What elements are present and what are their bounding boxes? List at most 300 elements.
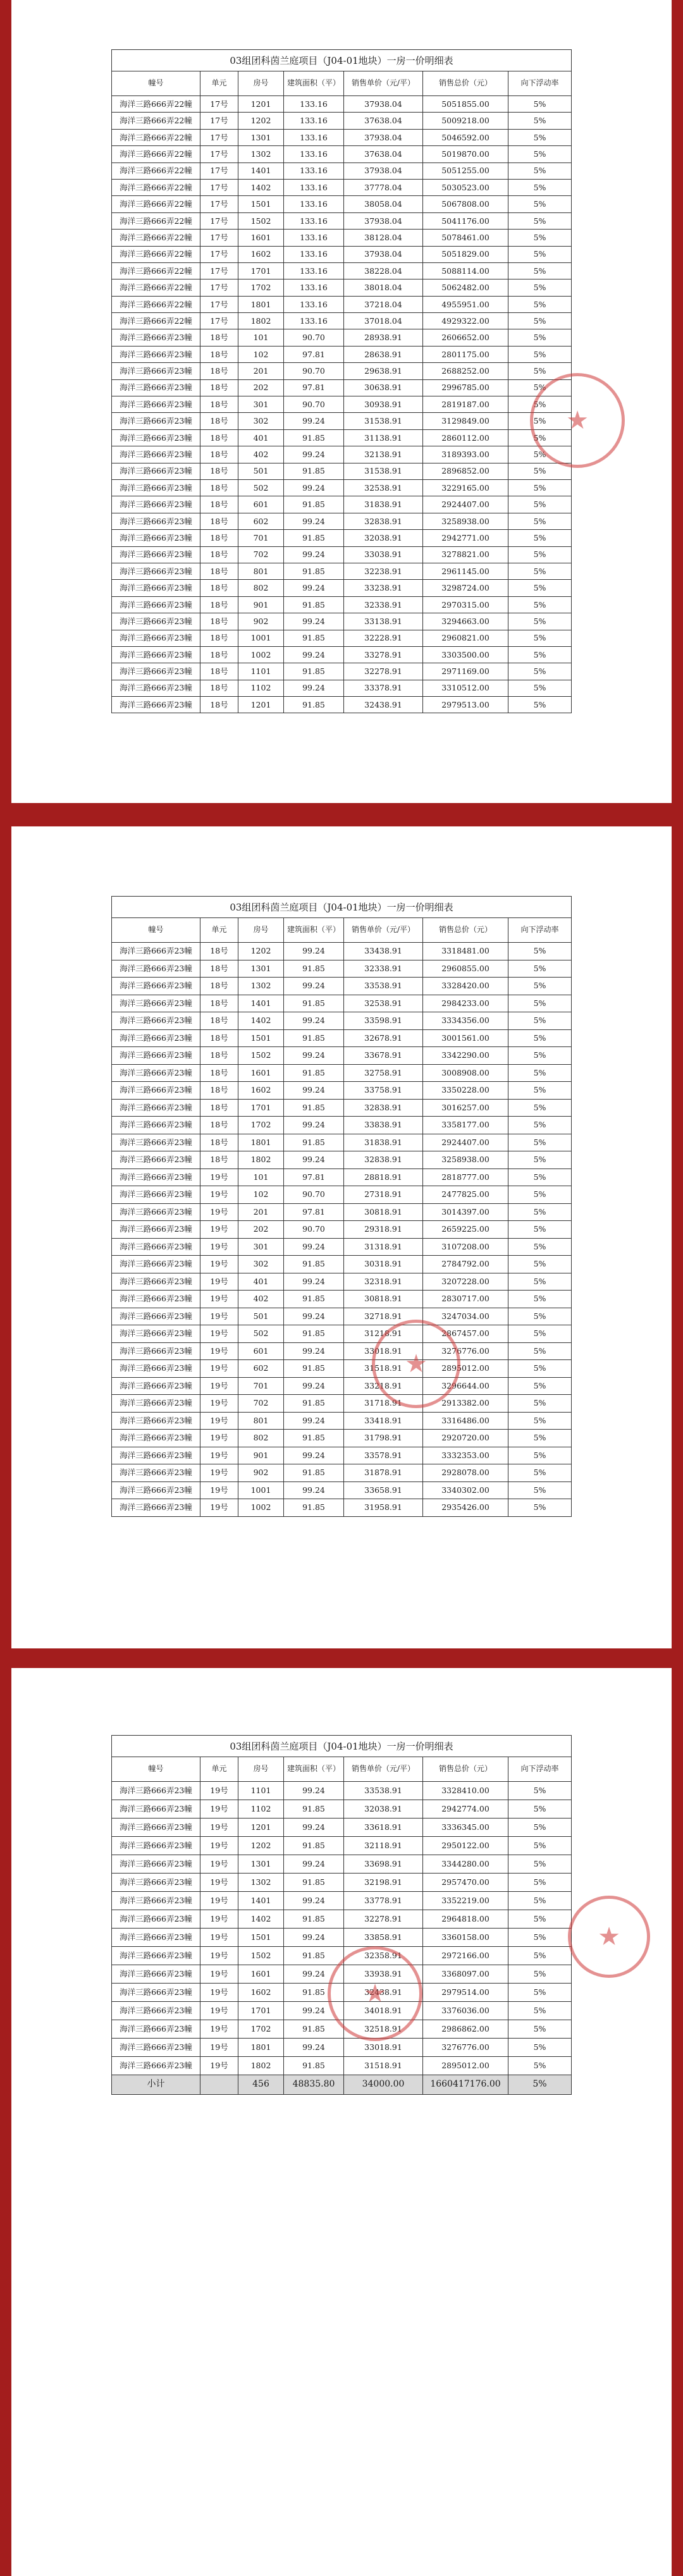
cell-float-rate: 5% — [508, 1291, 572, 1308]
cell-unit: 19号 — [200, 2020, 238, 2039]
table-row — [112, 1029, 572, 1047]
cell-unit: 18号 — [200, 1047, 238, 1065]
cell-room: 502 — [238, 479, 284, 496]
cell-unit-price: 32438.91 — [344, 1984, 423, 2002]
cell-room: 1501 — [238, 1029, 284, 1047]
table-row — [112, 346, 572, 362]
cell-unit-price: 37938.04 — [344, 163, 423, 179]
cell-total-price: 2950122.00 — [423, 1837, 508, 1855]
cell-area: 91.85 — [284, 596, 344, 613]
cell-unit-price: 38128.04 — [344, 230, 423, 246]
cell-total-price: 2896852.00 — [423, 463, 508, 479]
cell-total-price: 2801175.00 — [423, 346, 508, 362]
cell-room: 1002 — [238, 646, 284, 663]
table-row — [112, 646, 572, 663]
cell-total-price: 2979514.00 — [423, 1984, 508, 2002]
cell-total-price: 2996785.00 — [423, 379, 508, 396]
cell-unit-price: 37938.04 — [344, 212, 423, 229]
cell-building: 海洋三路666弄23幢 — [112, 1929, 200, 1947]
cell-float-rate: 5% — [508, 2002, 572, 2020]
header-total-price: 销售总价（元） — [423, 1757, 508, 1782]
table-row — [112, 2057, 572, 2075]
cell-float-rate: 5% — [508, 212, 572, 229]
cell-area: 99.24 — [284, 1481, 344, 1499]
cell-area: 99.24 — [284, 1377, 344, 1395]
cell-float-rate: 5% — [508, 96, 572, 113]
cell-unit-price: 32138.91 — [344, 446, 423, 463]
table-row — [112, 960, 572, 978]
cell-total-price: 3229165.00 — [423, 479, 508, 496]
cell-unit-price: 32318.91 — [344, 1273, 423, 1291]
cell-unit-price: 32038.91 — [344, 530, 423, 546]
cell-building: 海洋三路666弄23幢 — [112, 1855, 200, 1874]
cell-unit: 18号 — [200, 363, 238, 379]
cell-area: 133.16 — [284, 129, 344, 145]
cell-building: 海洋三路666弄23幢 — [112, 1291, 200, 1308]
table-header — [112, 1757, 572, 1782]
cell-building: 海洋三路666弄23幢 — [112, 396, 200, 413]
cell-float-rate: 5% — [508, 2020, 572, 2039]
cell-unit: 17号 — [200, 230, 238, 246]
cell-room: 1302 — [238, 978, 284, 995]
cell-total-price: 3294663.00 — [423, 613, 508, 630]
cell-float-rate: 5% — [508, 1064, 572, 1082]
cell-area: 97.81 — [284, 1168, 344, 1186]
cell-building: 海洋三路666弄23幢 — [112, 1892, 200, 1910]
cell-float-rate: 5% — [508, 1099, 572, 1117]
header-area: 建筑面积（平） — [284, 71, 344, 96]
table-title: 03组团科茵兰庭项目（J04-01地块）一房一价明细表 — [111, 49, 572, 71]
cell-room: 1801 — [238, 1134, 284, 1151]
cell-building: 海洋三路666弄23幢 — [112, 1099, 200, 1117]
cell-total-price: 2913382.00 — [423, 1395, 508, 1413]
cell-float-rate: 5% — [508, 596, 572, 613]
cell-total-price: 5067808.00 — [423, 196, 508, 212]
cell-total-price: 5062482.00 — [423, 279, 508, 296]
table-row — [112, 513, 572, 529]
table-row — [112, 296, 572, 312]
cell-unit: 19号 — [200, 1782, 238, 1800]
table-row — [112, 1360, 572, 1378]
cell-float-rate: 5% — [508, 429, 572, 446]
subtotal-count: 456 — [238, 2075, 284, 2095]
cell-area: 99.24 — [284, 1342, 344, 1360]
cell-unit: 19号 — [200, 1273, 238, 1291]
cell-total-price: 4955951.00 — [423, 296, 508, 312]
cell-float-rate: 5% — [508, 943, 572, 960]
cell-unit-price: 33858.91 — [344, 1929, 423, 1947]
cell-total-price: 3207228.00 — [423, 1273, 508, 1291]
table-row — [112, 1151, 572, 1169]
table-row — [112, 1221, 572, 1239]
cell-area: 90.70 — [284, 329, 344, 346]
cell-total-price: 5009218.00 — [423, 113, 508, 129]
cell-room: 1201 — [238, 96, 284, 113]
cell-room: 1701 — [238, 1099, 284, 1117]
cell-room: 902 — [238, 1464, 284, 1482]
cell-building: 海洋三路666弄23幢 — [112, 346, 200, 362]
cell-total-price: 3008908.00 — [423, 1064, 508, 1082]
cell-unit-price: 31838.91 — [344, 1134, 423, 1151]
cell-unit: 19号 — [200, 1874, 238, 1892]
cell-room: 901 — [238, 596, 284, 613]
cell-unit: 19号 — [200, 1291, 238, 1308]
cell-area: 99.24 — [284, 1047, 344, 1065]
cell-unit-price: 33618.91 — [344, 1819, 423, 1837]
cell-building: 海洋三路666弄23幢 — [112, 1117, 200, 1134]
cell-float-rate: 5% — [508, 1256, 572, 1273]
cell-unit: 19号 — [200, 1947, 238, 1965]
cell-unit: 18号 — [200, 580, 238, 596]
cell-room: 201 — [238, 363, 284, 379]
cell-unit-price: 37218.04 — [344, 296, 423, 312]
table-row — [112, 429, 572, 446]
cell-unit-price: 33698.91 — [344, 1855, 423, 1874]
cell-float-rate: 5% — [508, 163, 572, 179]
cell-building: 海洋三路666弄22幢 — [112, 313, 200, 329]
cell-unit-price: 37638.04 — [344, 146, 423, 163]
cell-unit: 19号 — [200, 1447, 238, 1464]
table-row — [112, 1800, 572, 1819]
cell-unit-price: 32358.91 — [344, 1947, 423, 1965]
cell-unit: 17号 — [200, 296, 238, 312]
cell-unit-price: 32278.91 — [344, 1910, 423, 1929]
header-unit: 单元 — [200, 918, 238, 943]
cell-unit: 18号 — [200, 563, 238, 579]
cell-building: 海洋三路666弄23幢 — [112, 1782, 200, 1800]
table-row — [112, 978, 572, 995]
header-float-rate: 向下浮动率 — [508, 918, 572, 943]
cell-area: 133.16 — [284, 113, 344, 129]
cell-unit-price: 32198.91 — [344, 1874, 423, 1892]
cell-room: 802 — [238, 1430, 284, 1447]
cell-area: 99.24 — [284, 613, 344, 630]
cell-float-rate: 5% — [508, 446, 572, 463]
cell-building: 海洋三路666弄23幢 — [112, 960, 200, 978]
cell-room: 1201 — [238, 697, 284, 713]
cell-building: 海洋三路666弄23幢 — [112, 943, 200, 960]
cell-area: 133.16 — [284, 230, 344, 246]
cell-building: 海洋三路666弄23幢 — [112, 1800, 200, 1819]
cell-total-price: 2972166.00 — [423, 1947, 508, 1965]
cell-total-price: 2920720.00 — [423, 1430, 508, 1447]
cell-float-rate: 5% — [508, 680, 572, 696]
cell-unit-price: 32338.91 — [344, 960, 423, 978]
cell-room: 102 — [238, 1186, 284, 1204]
cell-unit: 19号 — [200, 1342, 238, 1360]
cell-room: 1502 — [238, 1947, 284, 1965]
cell-float-rate: 5% — [508, 413, 572, 429]
cell-unit: 19号 — [200, 1325, 238, 1343]
cell-room: 1702 — [238, 279, 284, 296]
cell-float-rate: 5% — [508, 1910, 572, 1929]
cell-building: 海洋三路666弄23幢 — [112, 978, 200, 995]
cell-unit: 17号 — [200, 313, 238, 329]
table-row — [112, 1308, 572, 1325]
cell-unit: 19号 — [200, 1360, 238, 1378]
cell-unit: 17号 — [200, 163, 238, 179]
cell-building: 海洋三路666弄23幢 — [112, 363, 200, 379]
cell-float-rate: 5% — [508, 196, 572, 212]
cell-room: 202 — [238, 379, 284, 396]
cell-total-price: 3358177.00 — [423, 1117, 508, 1134]
cell-building: 海洋三路666弄23幢 — [112, 329, 200, 346]
cell-float-rate: 5% — [508, 1855, 572, 1874]
cell-building: 海洋三路666弄22幢 — [112, 279, 200, 296]
cell-total-price: 2986862.00 — [423, 2020, 508, 2039]
cell-building: 海洋三路666弄22幢 — [112, 146, 200, 163]
cell-area: 99.24 — [284, 646, 344, 663]
cell-room: 602 — [238, 1360, 284, 1378]
cell-total-price: 3258938.00 — [423, 1151, 508, 1169]
cell-unit-price: 33938.91 — [344, 1965, 423, 1984]
cell-unit-price: 31878.91 — [344, 1464, 423, 1482]
cell-float-rate: 5% — [508, 1481, 572, 1499]
cell-total-price: 2942774.00 — [423, 1800, 508, 1819]
cell-room: 102 — [238, 346, 284, 362]
cell-float-rate: 5% — [508, 960, 572, 978]
cell-unit: 18号 — [200, 995, 238, 1012]
cell-area: 133.16 — [284, 246, 344, 262]
cell-unit: 19号 — [200, 1221, 238, 1239]
cell-room: 1401 — [238, 995, 284, 1012]
cell-room: 101 — [238, 1168, 284, 1186]
cell-area: 91.85 — [284, 1134, 344, 1151]
cell-unit-price: 31958.91 — [344, 1499, 423, 1517]
cell-unit: 18号 — [200, 630, 238, 646]
cell-total-price: 3014397.00 — [423, 1203, 508, 1221]
cell-float-rate: 5% — [508, 1342, 572, 1360]
cell-total-price: 5051255.00 — [423, 163, 508, 179]
cell-building: 海洋三路666弄23幢 — [112, 1819, 200, 1837]
table-row — [112, 943, 572, 960]
cell-float-rate: 5% — [508, 179, 572, 195]
cell-area: 99.24 — [284, 1117, 344, 1134]
cell-float-rate: 5% — [508, 146, 572, 163]
cell-room: 1101 — [238, 663, 284, 680]
cell-unit: 17号 — [200, 96, 238, 113]
cell-total-price: 3310512.00 — [423, 680, 508, 696]
cell-room: 1202 — [238, 943, 284, 960]
cell-float-rate: 5% — [508, 1965, 572, 1984]
table-row — [112, 196, 572, 212]
cell-unit-price: 32838.91 — [344, 1099, 423, 1117]
table-row — [112, 1892, 572, 1910]
cell-area: 99.24 — [284, 1238, 344, 1256]
cell-room: 1601 — [238, 1064, 284, 1082]
cell-area: 91.85 — [284, 1947, 344, 1965]
cell-room: 402 — [238, 1291, 284, 1308]
cell-unit: 17号 — [200, 246, 238, 262]
subtotal-price: 34000.00 — [344, 2075, 423, 2095]
cell-building: 海洋三路666弄23幢 — [112, 1221, 200, 1239]
table-row — [112, 463, 572, 479]
cell-building: 海洋三路666弄23幢 — [112, 596, 200, 613]
table-row — [112, 113, 572, 129]
cell-building: 海洋三路666弄22幢 — [112, 96, 200, 113]
cell-unit-price: 33578.91 — [344, 1447, 423, 1464]
cell-unit: 18号 — [200, 1099, 238, 1117]
cell-total-price: 2477825.00 — [423, 1186, 508, 1204]
cell-float-rate: 5% — [508, 129, 572, 145]
subtotal-label: 小计 — [112, 2075, 200, 2095]
table-row — [112, 1099, 572, 1117]
cell-building: 海洋三路666弄23幢 — [112, 1965, 200, 1984]
cell-total-price: 2928078.00 — [423, 1464, 508, 1482]
cell-area: 99.24 — [284, 1151, 344, 1169]
cell-area: 90.70 — [284, 1221, 344, 1239]
cell-unit: 18号 — [200, 346, 238, 362]
cell-area: 99.24 — [284, 1782, 344, 1800]
header-room: 房号 — [238, 918, 284, 943]
table-row — [112, 363, 572, 379]
cell-area: 99.24 — [284, 680, 344, 696]
table-row — [112, 1481, 572, 1499]
cell-total-price: 5078461.00 — [423, 230, 508, 246]
table-row — [112, 1168, 572, 1186]
cell-area: 133.16 — [284, 163, 344, 179]
cell-float-rate: 5% — [508, 1151, 572, 1169]
cell-unit-price: 30638.91 — [344, 379, 423, 396]
cell-building: 海洋三路666弄23幢 — [112, 530, 200, 546]
cell-total-price: 2935426.00 — [423, 1499, 508, 1517]
cell-unit: 18号 — [200, 463, 238, 479]
cell-area: 91.85 — [284, 1874, 344, 1892]
cell-unit-price: 30938.91 — [344, 396, 423, 413]
cell-building: 海洋三路666弄23幢 — [112, 580, 200, 596]
cell-unit: 18号 — [200, 1064, 238, 1082]
header-unit: 单元 — [200, 71, 238, 96]
cell-unit: 18号 — [200, 663, 238, 680]
cell-unit: 19号 — [200, 1800, 238, 1819]
cell-building: 海洋三路666弄23幢 — [112, 1082, 200, 1100]
table-row — [112, 2039, 572, 2057]
cell-total-price: 2957470.00 — [423, 1874, 508, 1892]
cell-float-rate: 5% — [508, 978, 572, 995]
cell-unit-price: 33678.91 — [344, 1047, 423, 1065]
cell-float-rate: 5% — [508, 1308, 572, 1325]
cell-area: 99.24 — [284, 978, 344, 995]
cell-unit: 19号 — [200, 1238, 238, 1256]
cell-unit: 18号 — [200, 1117, 238, 1134]
cell-building: 海洋三路666弄23幢 — [112, 563, 200, 579]
cell-unit: 18号 — [200, 446, 238, 463]
cell-float-rate: 5% — [508, 1325, 572, 1343]
seal-stamp — [372, 1320, 460, 1408]
cell-room: 1401 — [238, 1892, 284, 1910]
cell-total-price: 2895012.00 — [423, 1360, 508, 1378]
cell-area: 91.85 — [284, 429, 344, 446]
cell-area: 99.24 — [284, 1273, 344, 1291]
cell-float-rate: 5% — [508, 1168, 572, 1186]
cell-unit: 19号 — [200, 1412, 238, 1430]
cell-unit: 18号 — [200, 1134, 238, 1151]
cell-unit: 18号 — [200, 530, 238, 546]
cell-total-price: 3336345.00 — [423, 1819, 508, 1837]
table-row — [112, 1273, 572, 1291]
cell-float-rate: 5% — [508, 1134, 572, 1151]
cell-total-price: 2984233.00 — [423, 995, 508, 1012]
cell-unit-price: 32118.91 — [344, 1837, 423, 1855]
cell-unit: 19号 — [200, 1186, 238, 1204]
cell-unit-price: 32338.91 — [344, 596, 423, 613]
table-row — [112, 1203, 572, 1221]
cell-building: 海洋三路666弄22幢 — [112, 212, 200, 229]
cell-total-price: 2964818.00 — [423, 1910, 508, 1929]
cell-total-price: 2688252.00 — [423, 363, 508, 379]
cell-room: 1601 — [238, 1965, 284, 1984]
cell-area: 133.16 — [284, 179, 344, 195]
table-row — [112, 1395, 572, 1413]
cell-room: 1201 — [238, 1819, 284, 1837]
cell-float-rate: 5% — [508, 646, 572, 663]
cell-total-price: 5051855.00 — [423, 96, 508, 113]
cell-room: 1401 — [238, 163, 284, 179]
table-row — [112, 530, 572, 546]
cell-building: 海洋三路666弄23幢 — [112, 496, 200, 513]
cell-unit: 18号 — [200, 646, 238, 663]
cell-float-rate: 5% — [508, 230, 572, 246]
cell-total-price: 2979513.00 — [423, 697, 508, 713]
table-row — [112, 663, 572, 680]
cell-float-rate: 5% — [508, 2057, 572, 2075]
header-area: 建筑面积（平） — [284, 1757, 344, 1782]
cell-building: 海洋三路666弄23幢 — [112, 1047, 200, 1065]
cell-total-price: 2971169.00 — [423, 663, 508, 680]
cell-unit-price: 31518.91 — [344, 1360, 423, 1378]
cell-float-rate: 5% — [508, 379, 572, 396]
cell-building: 海洋三路666弄22幢 — [112, 296, 200, 312]
table-row — [112, 680, 572, 696]
cell-room: 1701 — [238, 2002, 284, 2020]
cell-area: 90.70 — [284, 396, 344, 413]
seal-stamp — [568, 1896, 650, 1978]
cell-area: 91.85 — [284, 1984, 344, 2002]
cell-building: 海洋三路666弄23幢 — [112, 1168, 200, 1186]
cell-unit-price: 32538.91 — [344, 995, 423, 1012]
header-float-rate: 向下浮动率 — [508, 1757, 572, 1782]
table-row — [112, 246, 572, 262]
cell-unit-price: 33018.91 — [344, 1342, 423, 1360]
cell-building: 海洋三路666弄22幢 — [112, 230, 200, 246]
cell-building: 海洋三路666弄23幢 — [112, 1395, 200, 1413]
cell-area: 133.16 — [284, 262, 344, 279]
cell-unit: 17号 — [200, 179, 238, 195]
cell-building: 海洋三路666弄22幢 — [112, 262, 200, 279]
cell-room: 1602 — [238, 1082, 284, 1100]
cell-building: 海洋三路666弄23幢 — [112, 2020, 200, 2039]
cell-building: 海洋三路666弄23幢 — [112, 1377, 200, 1395]
cell-room: 1301 — [238, 1855, 284, 1874]
cell-unit-price: 30818.91 — [344, 1203, 423, 1221]
cell-room: 1402 — [238, 1910, 284, 1929]
cell-area: 99.24 — [284, 1819, 344, 1837]
cell-unit-price: 32518.91 — [344, 2020, 423, 2039]
cell-room: 1202 — [238, 113, 284, 129]
cell-area: 91.85 — [284, 630, 344, 646]
cell-area: 97.81 — [284, 379, 344, 396]
cell-total-price: 3276776.00 — [423, 2039, 508, 2057]
cell-unit: 18号 — [200, 613, 238, 630]
cell-float-rate: 5% — [508, 1819, 572, 1837]
cell-unit-price: 28638.91 — [344, 346, 423, 362]
cell-unit: 18号 — [200, 396, 238, 413]
cell-total-price: 2818777.00 — [423, 1168, 508, 1186]
price-sheet-page-3 — [11, 1668, 672, 2576]
cell-room: 1701 — [238, 262, 284, 279]
cell-unit: 17号 — [200, 146, 238, 163]
cell-area: 99.24 — [284, 1929, 344, 1947]
